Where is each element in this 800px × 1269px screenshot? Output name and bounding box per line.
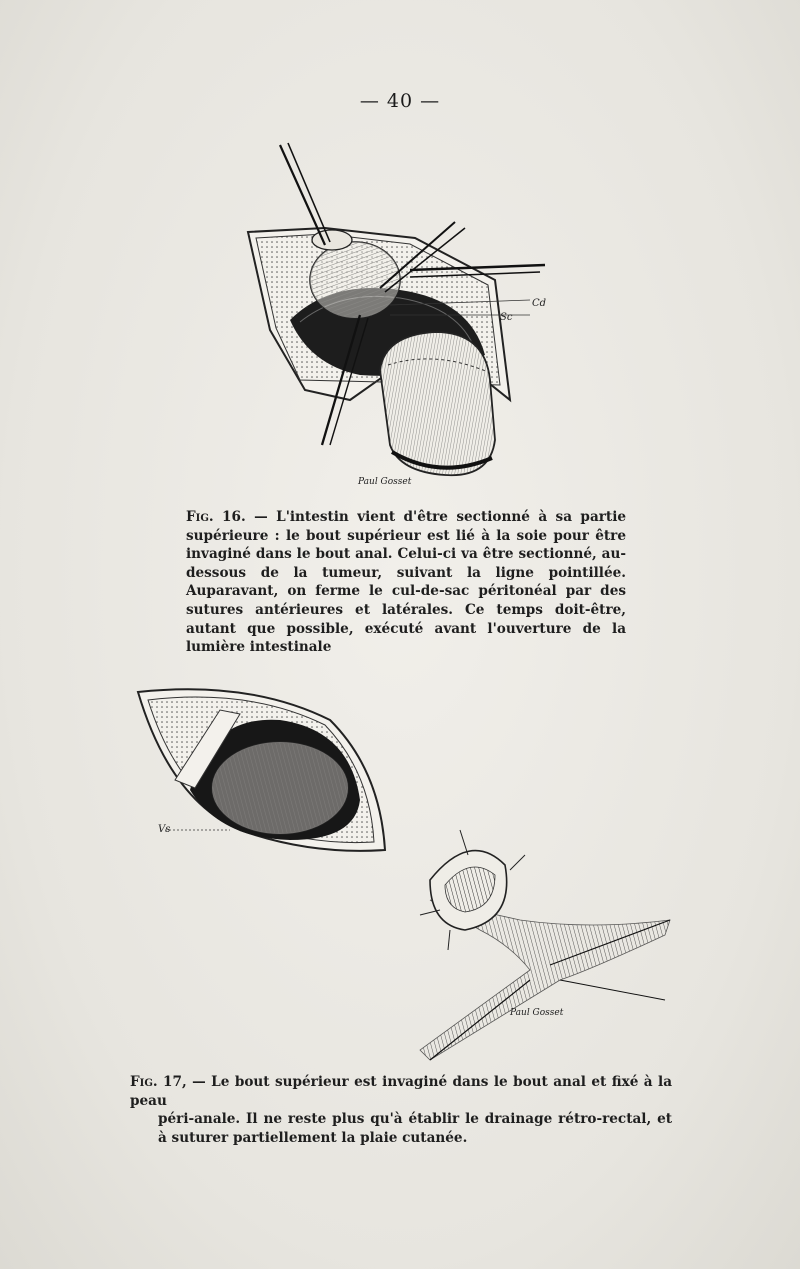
annotation-sc: Sc [500,312,513,323]
figure-16-illustration [230,140,560,500]
figure-16-caption-text: — L'intestin vient d'être sectionné à sa partie supérieure : le bout supérieur est lié à la soie pour être invaginé dans le bout anal. Celui-ci va être sectionné, au-dessous de la tumeur, suivant la ligne pointillée. Auparavant, on ferme le cul-de-sac péritonéal par des sutures antérieures et latérales. Ce temps doit-être, autant que possible, exécuté avant l'ouverture de la lumière intestinale [186,509,627,656]
figure-17-label: Fig. 17, [130,1074,187,1090]
artist-signature-2: Paul Gosset [510,1008,564,1018]
figure-17-caption-first: — Le bout supérieur est invaginé dans le bout anal et fixé à la peau [130,1074,673,1109]
figure-16-caption [186,508,626,657]
figure-17-illustration [130,680,690,1070]
figure-17-caption-rest: péri-anale. Il ne reste plus qu'à établir le drainage rétro-rectal, et à suturer partiellement la plaie cutanée. [158,1111,672,1146]
figure-17-caption [130,1073,672,1147]
page-number: — 40 — [359,90,441,112]
figure-16-label: Fig. 16. [186,509,246,525]
artist-signature: Paul Gosset [358,477,412,487]
annotation-cd: Cd [532,298,547,309]
annotation-vs: Vs [158,824,171,835]
